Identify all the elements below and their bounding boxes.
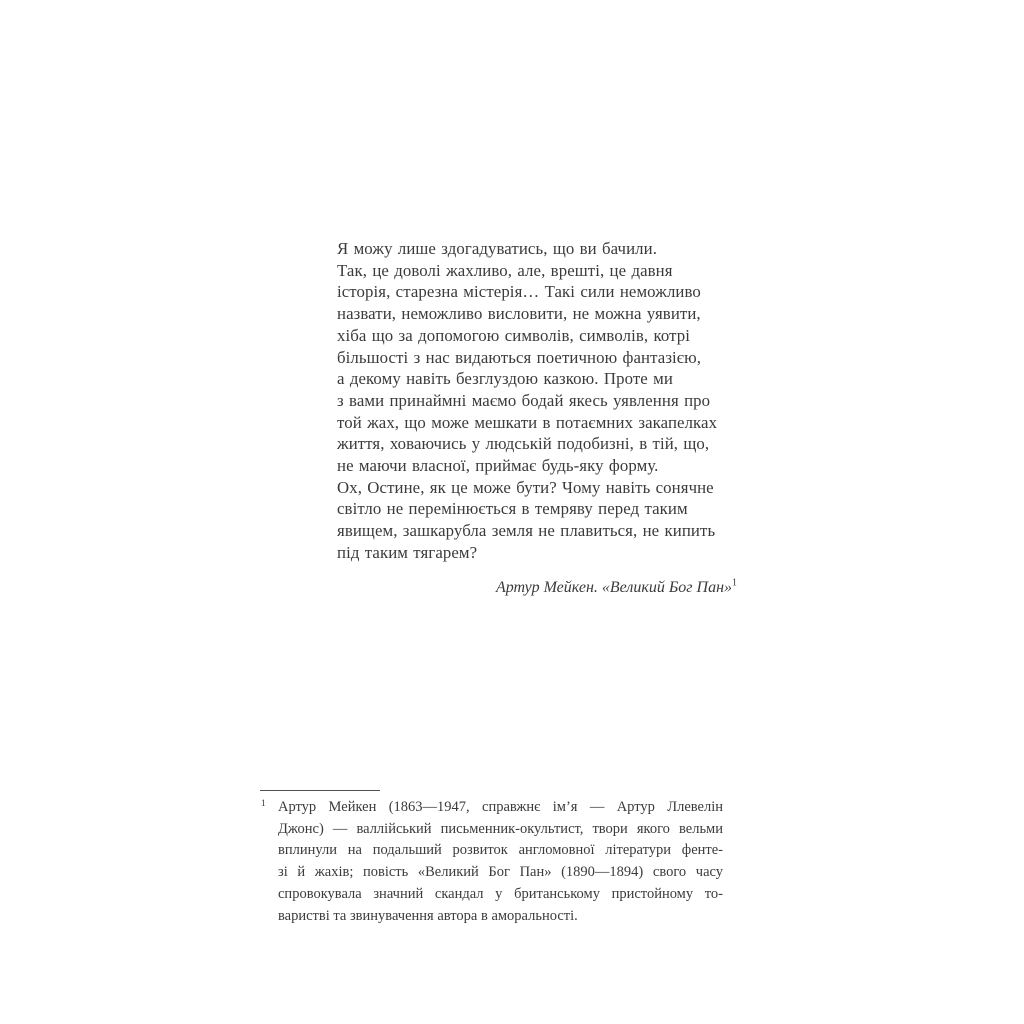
text-line: Артур Мейкен (1863—1947, справжнє ім’я — Артур Ллевелін [278,799,723,815]
text-line: Джонс) — валлійський письменник-окультист, твори якого вельми [278,820,723,837]
text-line: а декому навіть безглуздою казкою. Проте ми [337,369,673,389]
text-line: більшості з нас видаються поетичною фантазією, [337,347,702,367]
footnote-ref-superscript: 1 [732,577,737,589]
text-line: світло не перемінюється в темряву перед таким [337,499,688,519]
epigraph-text [337,238,749,564]
text-line: життя, ховаючись у людській подобизні, в тій, що, [337,434,710,454]
text-line: Ох, Остине, як це може бути? Чому навіть сонячне [337,477,714,497]
epigraph-block [337,238,749,598]
text-line: спровокувала значний скандал у британському пристойному то- [278,885,723,902]
text-line: під таким тягарем? [337,542,478,562]
epigraph-attribution [337,577,749,599]
text-line: Я можу лише здогадуватись, що ви бачили. [337,239,658,258]
text-line: історія, старезна містерія… Такі сили неможливо [337,282,701,302]
text-line: той жах, що може мешкати в потаємних закапелках [337,412,718,432]
text-line: варистві та звинувачення автора в аморальності. [278,907,578,924]
footnote-separator [260,790,380,791]
text-line: зі й жахів; повість «Великий Бог Пан» (1890—1894) свого часу [278,864,723,881]
text-line: явищем, зашкарубла земля не плавиться, не кипить [337,521,716,541]
text-line: хіба що за допомогою символів, символів, котрі [337,325,691,345]
text-line: вплинули на подальший розвиток англомовної літератури фенте- [278,842,723,859]
text-line: не маючи власної, приймає будь-яку форму. [337,456,659,476]
attribution-text: Артур Мейкен. «Великий Бог Пан» [495,578,732,596]
text-line: назвати, неможливо висловити, не можна уявити, [337,304,701,324]
footnote-text [278,797,723,927]
text-line: Так, це доволі жахливо, але, врешті, це давня [337,260,673,280]
text-line: з вами принаймні маємо бодай якесь уявлення про [337,390,711,410]
footnote-marker-superscript: 1 [261,799,266,809]
